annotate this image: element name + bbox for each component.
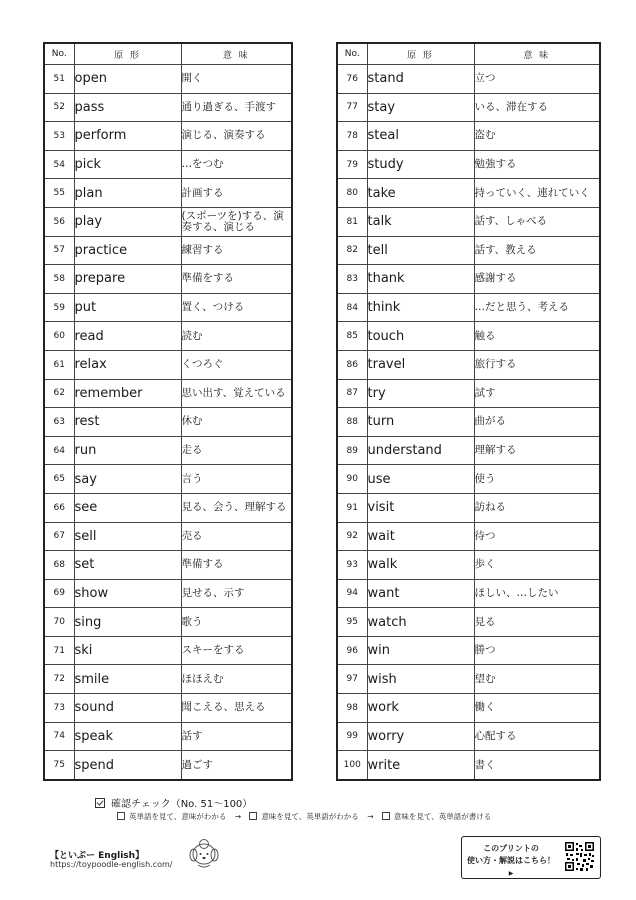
row-meaning: 使う [474, 465, 600, 494]
table-row [44, 522, 292, 551]
row-number: 68 [44, 551, 74, 580]
row-meaning: 望む [474, 665, 600, 694]
row-meaning: 計画する [181, 179, 292, 208]
row-number: 75 [44, 751, 74, 780]
row-meaning: 思い出す、覚えている [181, 379, 292, 408]
row-word: study [367, 150, 474, 179]
checked-box-icon [95, 798, 105, 808]
row-meaning: …だと思う、考える [474, 293, 600, 322]
row-number: 60 [44, 322, 74, 351]
table-row [44, 408, 292, 437]
qr-code-icon[interactable] [564, 841, 595, 872]
checkbox-icon[interactable] [117, 812, 125, 820]
table-row [44, 751, 292, 780]
row-word: wish [367, 665, 474, 694]
header-word: 原 形 [367, 43, 474, 65]
row-meaning: 話す、しゃべる [474, 207, 600, 236]
row-number: 90 [337, 465, 367, 494]
table-row [337, 751, 600, 780]
table-row [337, 65, 600, 94]
row-word: take [367, 179, 474, 208]
row-number: 69 [44, 579, 74, 608]
row-number: 66 [44, 493, 74, 522]
row-word: talk [367, 207, 474, 236]
row-word: sell [74, 522, 181, 551]
table-row [337, 608, 600, 637]
row-number: 63 [44, 408, 74, 437]
row-number: 53 [44, 122, 74, 151]
row-word: pass [74, 93, 181, 122]
check-step-1: 英単語を見て、意味がわかる [129, 812, 227, 821]
table-row [44, 179, 292, 208]
row-number: 86 [337, 350, 367, 379]
header-no: No. [337, 43, 367, 65]
table-row [44, 608, 292, 637]
row-meaning: いる、滞在する [474, 93, 600, 122]
row-number: 57 [44, 236, 74, 265]
site-url[interactable]: https://toypoodle-english.com/ [50, 860, 173, 869]
row-word: worry [367, 722, 474, 751]
row-word: think [367, 293, 474, 322]
table-row [44, 579, 292, 608]
row-meaning: 盗む [474, 122, 600, 151]
table-row [44, 265, 292, 294]
row-number: 62 [44, 379, 74, 408]
row-word: tell [367, 236, 474, 265]
check-step-3: 意味を見て、英単語が書ける [393, 812, 492, 821]
row-meaning: 勝つ [474, 636, 600, 665]
row-number: 80 [337, 179, 367, 208]
table-row [337, 93, 600, 122]
row-word: try [367, 379, 474, 408]
row-meaning: ほほえむ [181, 665, 292, 694]
row-word: use [367, 465, 474, 494]
row-number: 97 [337, 665, 367, 694]
table-row [44, 694, 292, 723]
row-meaning: 言う [181, 465, 292, 494]
row-word: watch [367, 608, 474, 637]
row-number: 95 [337, 608, 367, 637]
table-row [44, 551, 292, 580]
row-meaning: 休む [181, 408, 292, 437]
row-meaning: 働く [474, 694, 600, 723]
guide-line-2-text: 使い方・解説はこちら！ [467, 856, 555, 865]
table-row [44, 722, 292, 751]
table-row [44, 293, 292, 322]
row-meaning: 見る、会う、理解する [181, 493, 292, 522]
row-meaning: 見せる、示す [181, 579, 292, 608]
table-row [44, 465, 292, 494]
header-meaning: 意 味 [474, 43, 600, 65]
table-row [44, 150, 292, 179]
row-number: 51 [44, 65, 74, 94]
table-row [337, 322, 600, 351]
row-word: pick [74, 150, 181, 179]
row-word: understand [367, 436, 474, 465]
row-meaning: 立つ [474, 65, 600, 94]
arrow-icon: → [367, 812, 374, 821]
row-word: touch [367, 322, 474, 351]
row-meaning: 話す [181, 722, 292, 751]
table-row [337, 265, 600, 294]
play-arrow-icon: ▶ [508, 870, 514, 877]
table-row [337, 493, 600, 522]
poodle-logo-icon [186, 836, 222, 870]
row-number: 65 [44, 465, 74, 494]
row-number: 70 [44, 608, 74, 637]
row-number: 100 [337, 751, 367, 780]
row-number: 71 [44, 636, 74, 665]
checkbox-icon[interactable] [382, 812, 390, 820]
table-row [337, 665, 600, 694]
check-steps [117, 811, 491, 822]
row-meaning: 歌う [181, 608, 292, 637]
row-number: 92 [337, 522, 367, 551]
row-number: 58 [44, 265, 74, 294]
table-row [337, 722, 600, 751]
table-row [337, 551, 600, 580]
row-word: see [74, 493, 181, 522]
table-row [337, 465, 600, 494]
row-meaning: 練習する [181, 236, 292, 265]
row-meaning: ほしい、…したい [474, 579, 600, 608]
row-number: 73 [44, 694, 74, 723]
table-row [44, 665, 292, 694]
guide-line-2 [466, 855, 556, 880]
row-number: 72 [44, 665, 74, 694]
row-number: 76 [337, 65, 367, 94]
row-word: sing [74, 608, 181, 637]
check-title-text: 確認チェック（No. 51～100） [111, 799, 253, 810]
header-word: 原 形 [74, 43, 181, 65]
row-meaning: 通り過ぎる、手渡す [181, 93, 292, 122]
row-meaning: 待つ [474, 522, 600, 551]
row-word: walk [367, 551, 474, 580]
row-word: stay [367, 93, 474, 122]
row-meaning: 演じる、演奏する [181, 122, 292, 151]
row-meaning: 心配する [474, 722, 600, 751]
row-meaning: 売る [181, 522, 292, 551]
table-row [44, 93, 292, 122]
row-word: set [74, 551, 181, 580]
row-meaning: 触る [474, 322, 600, 351]
row-number: 93 [337, 551, 367, 580]
header-meaning: 意 味 [181, 43, 292, 65]
table-row [337, 436, 600, 465]
row-number: 88 [337, 408, 367, 437]
check-section-title [95, 795, 252, 810]
row-meaning: 持っていく、連れていく [474, 179, 600, 208]
row-number: 67 [44, 522, 74, 551]
table-row [44, 436, 292, 465]
row-word: write [367, 751, 474, 780]
row-word: steal [367, 122, 474, 151]
row-word: run [74, 436, 181, 465]
row-number: 83 [337, 265, 367, 294]
row-word: visit [367, 493, 474, 522]
row-word: wait [367, 522, 474, 551]
row-meaning: 理解する [474, 436, 600, 465]
table-row [44, 350, 292, 379]
table-row [337, 636, 600, 665]
vocab-rows-right [337, 65, 600, 780]
table-row [44, 207, 292, 236]
table-row [337, 122, 600, 151]
row-number: 84 [337, 293, 367, 322]
table-row [44, 236, 292, 265]
row-meaning: …をつむ [181, 150, 292, 179]
table-row [337, 579, 600, 608]
row-meaning: 開く [181, 65, 292, 94]
row-word: perform [74, 122, 181, 151]
table-row [337, 350, 600, 379]
row-word: stand [367, 65, 474, 94]
row-word: spend [74, 751, 181, 780]
row-number: 91 [337, 493, 367, 522]
row-meaning: 聞こえる、思える [181, 694, 292, 723]
table-row [44, 379, 292, 408]
row-number: 89 [337, 436, 367, 465]
row-meaning: 置く、つける [181, 293, 292, 322]
row-number: 55 [44, 179, 74, 208]
row-number: 81 [337, 207, 367, 236]
row-number: 99 [337, 722, 367, 751]
guide-line-1: このプリントの [483, 844, 539, 853]
table-row [337, 379, 600, 408]
row-word: relax [74, 350, 181, 379]
row-meaning: 準備する [181, 551, 292, 580]
row-meaning: くつろぐ [181, 350, 292, 379]
row-number: 79 [337, 150, 367, 179]
row-word: remember [74, 379, 181, 408]
row-word: thank [367, 265, 474, 294]
table-row [44, 636, 292, 665]
row-number: 64 [44, 436, 74, 465]
row-number: 87 [337, 379, 367, 408]
row-meaning: 準備をする [181, 265, 292, 294]
row-word: put [74, 293, 181, 322]
vocab-table-left [43, 42, 293, 781]
row-word: play [74, 207, 181, 236]
table-row [337, 207, 600, 236]
row-number: 54 [44, 150, 74, 179]
table-row [337, 293, 600, 322]
row-number: 74 [44, 722, 74, 751]
row-meaning: 旅行する [474, 350, 600, 379]
table-row [44, 122, 292, 151]
row-number: 96 [337, 636, 367, 665]
row-word: travel [367, 350, 474, 379]
table-row [44, 322, 292, 351]
vocab-table-right [336, 42, 601, 781]
row-number: 77 [337, 93, 367, 122]
header-no: No. [44, 43, 74, 65]
row-word: plan [74, 179, 181, 208]
row-meaning: 書く [474, 751, 600, 780]
row-word: read [74, 322, 181, 351]
row-number: 61 [44, 350, 74, 379]
arrow-icon: → [234, 812, 242, 821]
row-word: smile [74, 665, 181, 694]
row-number: 94 [337, 579, 367, 608]
row-word: practice [74, 236, 181, 265]
row-word: ski [74, 636, 181, 665]
row-word: turn [367, 408, 474, 437]
row-meaning: 読む [181, 322, 292, 351]
row-number: 85 [337, 322, 367, 351]
row-word: prepare [74, 265, 181, 294]
row-number: 78 [337, 122, 367, 151]
row-word: want [367, 579, 474, 608]
checkbox-icon[interactable] [249, 812, 257, 820]
table-row [337, 694, 600, 723]
table-row [337, 236, 600, 265]
table-row [337, 408, 600, 437]
row-meaning: 訪ねる [474, 493, 600, 522]
row-meaning: 試す [474, 379, 600, 408]
guide-box[interactable] [461, 836, 601, 879]
row-number: 82 [337, 236, 367, 265]
row-word: work [367, 694, 474, 723]
row-meaning: スキーをする [181, 636, 292, 665]
row-meaning: 走る [181, 436, 292, 465]
row-meaning: 勉強する [474, 150, 600, 179]
row-meaning: 過ごす [181, 751, 292, 780]
row-meaning: (スポーツを)する、演奏する、演じる [181, 207, 292, 236]
table-row [44, 65, 292, 94]
row-number: 56 [44, 207, 74, 236]
row-number: 52 [44, 93, 74, 122]
row-number: 98 [337, 694, 367, 723]
row-word: speak [74, 722, 181, 751]
table-row [337, 522, 600, 551]
guide-text [466, 843, 556, 880]
row-word: sound [74, 694, 181, 723]
table-row [337, 179, 600, 208]
row-word: open [74, 65, 181, 94]
table-row [44, 493, 292, 522]
row-word: show [74, 579, 181, 608]
brand-name: 【といぷー English】 [50, 851, 145, 861]
row-meaning: 曲がる [474, 408, 600, 437]
row-meaning: 見る [474, 608, 600, 637]
row-meaning: 話す、教える [474, 236, 600, 265]
row-word: win [367, 636, 474, 665]
check-step-2: 意味を見て、英単語がわかる [261, 812, 359, 821]
row-meaning: 歩く [474, 551, 600, 580]
vocab-rows-left [44, 65, 292, 780]
row-word: say [74, 465, 181, 494]
row-meaning: 感謝する [474, 265, 600, 294]
row-word: rest [74, 408, 181, 437]
table-row [337, 150, 600, 179]
row-number: 59 [44, 293, 74, 322]
